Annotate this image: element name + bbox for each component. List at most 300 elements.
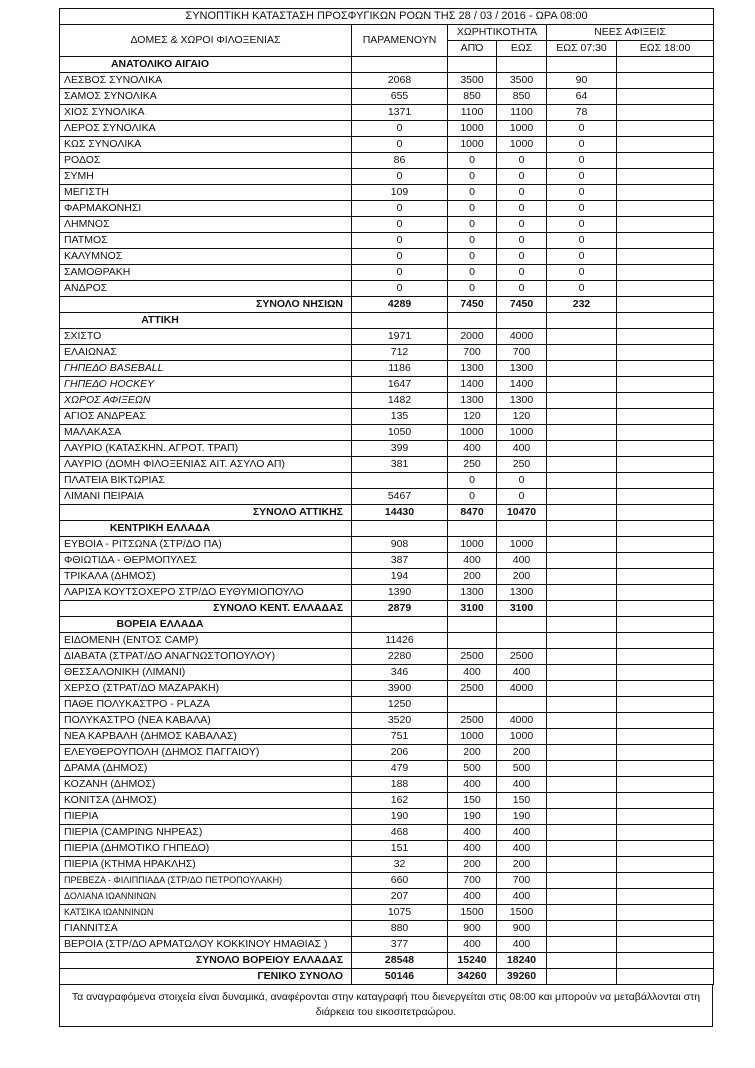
facility-name: ΚΑΤΣΙΚΑ ΙΩΑΝΝΙΝΩΝ — [60, 905, 352, 921]
table-row — [60, 633, 714, 649]
remaining-cell — [352, 617, 448, 633]
table-row — [60, 329, 714, 345]
total-row — [60, 969, 714, 985]
capacity-to-cell: 0 — [497, 169, 547, 185]
remaining-cell: 2280 — [352, 649, 448, 665]
capacity-to-cell — [497, 313, 547, 329]
remaining-cell: 86 — [352, 153, 448, 169]
table-row — [60, 585, 714, 601]
table-row — [60, 393, 714, 409]
facility-name: ΔΡΑΜΑ (ΔΗΜΟΣ) — [60, 761, 352, 777]
capacity-to-cell: 400 — [497, 441, 547, 457]
table-row — [60, 281, 714, 297]
remaining-cell: 908 — [352, 537, 448, 553]
remaining-cell: 14430 — [352, 505, 448, 521]
arrivals-1800-cell — [617, 249, 714, 265]
arrivals-1800-cell — [617, 665, 714, 681]
capacity-from-cell: 400 — [448, 825, 497, 841]
arrivals-0730-cell — [547, 761, 617, 777]
total-row — [60, 297, 714, 313]
table-row — [60, 745, 714, 761]
facility-name: ΣΥΝΟΛΟ ΝΗΣΙΩΝ — [60, 297, 352, 313]
remaining-cell: 2068 — [352, 73, 448, 89]
remaining-cell: 4289 — [352, 297, 448, 313]
arrivals-0730-cell — [547, 521, 617, 537]
remaining-cell: 206 — [352, 745, 448, 761]
table-row — [60, 377, 714, 393]
facility-name: ΚΟΝΙΤΣΑ (ΔΗΜΟΣ) — [60, 793, 352, 809]
arrivals-0730-cell: 0 — [547, 233, 617, 249]
arrivals-0730-cell — [547, 489, 617, 505]
capacity-to-cell: 1300 — [497, 585, 547, 601]
table-row — [60, 473, 714, 489]
capacity-to-cell: 200 — [497, 857, 547, 873]
arrivals-1800-cell — [617, 313, 714, 329]
arrivals-1800-cell — [617, 73, 714, 89]
capacity-to-cell: 1300 — [497, 361, 547, 377]
arrivals-1800-cell — [617, 809, 714, 825]
table-row — [60, 729, 714, 745]
capacity-to-cell: 850 — [497, 89, 547, 105]
arrivals-0730-cell — [547, 969, 617, 985]
arrivals-1800-cell — [617, 393, 714, 409]
capacity-from-cell: 400 — [448, 665, 497, 681]
remaining-cell: 387 — [352, 553, 448, 569]
total-row — [60, 601, 714, 617]
facility-name: ΒΕΡΟΙΑ (ΣΤΡ/ΔΟ ΑΡΜΑΤΩΛΟΥ ΚΟΚΚΙΝΟΥ ΗΜΑΘΙΑΣ ) — [60, 937, 352, 953]
arrivals-1800-cell — [617, 505, 714, 521]
arrivals-1800-cell — [617, 745, 714, 761]
facility-name — [60, 521, 352, 537]
table-row — [60, 713, 714, 729]
facility-name: ΔΟΛΙΑΝΑ ΙΩΑΝΝΙΝΩΝ — [60, 889, 352, 905]
capacity-from-cell: 0 — [448, 489, 497, 505]
arrivals-1800-cell — [617, 953, 714, 969]
capacity-from-cell: 0 — [448, 233, 497, 249]
remaining-cell: 0 — [352, 217, 448, 233]
arrivals-0730-cell — [547, 937, 617, 953]
remaining-cell: 11426 — [352, 633, 448, 649]
table-row — [60, 825, 714, 841]
arrivals-0730-cell — [547, 649, 617, 665]
capacity-from-cell: 2500 — [448, 713, 497, 729]
table-row — [60, 153, 714, 169]
capacity-from-cell: 500 — [448, 761, 497, 777]
capacity-to-cell: 1000 — [497, 537, 547, 553]
footer-note: Τα αναγραφόμενα στοιχεία είναι δυναμικά, αναφέρονται στην καταγραφή που διενεργείται στις 08:00 και μπορούν να μεταβάλλονται στη διάρκεια του εικοσιτετραώρου. — [59, 985, 713, 1027]
table-row — [60, 777, 714, 793]
table-row — [60, 761, 714, 777]
capacity-to-cell: 39260 — [497, 969, 547, 985]
remaining-cell: 109 — [352, 185, 448, 201]
capacity-to-cell: 400 — [497, 841, 547, 857]
remaining-cell: 0 — [352, 137, 448, 153]
arrivals-1800-cell — [617, 569, 714, 585]
arrivals-0730-cell: 0 — [547, 169, 617, 185]
remaining-cell: 207 — [352, 889, 448, 905]
capacity-from-cell — [448, 633, 497, 649]
capacity-from-cell: 1300 — [448, 361, 497, 377]
capacity-from-cell: 0 — [448, 185, 497, 201]
arrivals-0730-cell — [547, 793, 617, 809]
capacity-to-cell: 4000 — [497, 329, 547, 345]
remaining-cell: 32 — [352, 857, 448, 873]
capacity-to-cell: 0 — [497, 153, 547, 169]
remaining-cell: 162 — [352, 793, 448, 809]
capacity-to-cell: 1000 — [497, 425, 547, 441]
facility-name: ΓΙΑΝΝΙΤΣΑ — [60, 921, 352, 937]
capacity-to-cell: 190 — [497, 809, 547, 825]
arrivals-0730-cell — [547, 825, 617, 841]
facility-name: ΓΗΠΕΔΟ HOCKEY — [60, 377, 352, 393]
table-row — [60, 233, 714, 249]
remaining-cell: 1647 — [352, 377, 448, 393]
section-header-row — [60, 617, 714, 633]
capacity-from-cell: 1400 — [448, 377, 497, 393]
table-row — [60, 185, 714, 201]
capacity-from-cell — [448, 313, 497, 329]
arrivals-1800-cell — [617, 233, 714, 249]
facility-name: ΠΡΕΒΕΖΑ - ΦΙΛΙΠΠΙΑΔΑ (ΣΤΡ/ΔΟ ΠΕΤΡΟΠΟΥΛΑΚΗ) — [60, 873, 352, 889]
facility-name: ΛΑΥΡΙΟ (ΚΑΤΑΣΚΗΝ. ΑΓΡΟΤ. ΤΡΑΠ) — [60, 441, 352, 457]
arrivals-1800-cell — [617, 169, 714, 185]
arrivals-1800-cell — [617, 377, 714, 393]
capacity-to-cell: 3500 — [497, 73, 547, 89]
capacity-from-cell: 0 — [448, 217, 497, 233]
remaining-cell: 712 — [352, 345, 448, 361]
remaining-cell: 346 — [352, 665, 448, 681]
arrivals-1800-cell — [617, 777, 714, 793]
arrivals-0730-cell: 0 — [547, 265, 617, 281]
arrivals-1800-cell — [617, 553, 714, 569]
arrivals-1800-cell — [617, 153, 714, 169]
facility-name: ΝΕΑ ΚΑΡΒΑΛΗ (ΔΗΜΟΣ ΚΑΒΑΛΑΣ) — [60, 729, 352, 745]
arrivals-0730-cell — [547, 633, 617, 649]
arrivals-1800-cell — [617, 281, 714, 297]
header-capacity-from: ΑΠΌ — [448, 41, 497, 57]
table-row — [60, 857, 714, 873]
arrivals-1800-cell — [617, 921, 714, 937]
facility-name: ΠΛΑΤΕΙΑ ΒΙΚΤΩΡΙΑΣ — [60, 473, 352, 489]
facility-name: ΣΥΝΟΛΟ ΚΕΝΤ. ΕΛΛΑΔΑΣ — [60, 601, 352, 617]
arrivals-1800-cell — [617, 825, 714, 841]
arrivals-0730-cell — [547, 873, 617, 889]
arrivals-1800-cell — [617, 905, 714, 921]
table-row — [60, 345, 714, 361]
remaining-cell — [352, 473, 448, 489]
capacity-from-cell: 0 — [448, 473, 497, 489]
arrivals-1800-cell — [617, 361, 714, 377]
table-row — [60, 665, 714, 681]
remaining-cell: 399 — [352, 441, 448, 457]
facility-name: ΜΑΛΑΚΑΣΑ — [60, 425, 352, 441]
facility-name: ΛΑΡΙΣΑ ΚΟΥΤΣΟΧΕΡΟ ΣΤΡ/ΔΟ ΕΥΘΥΜΙΟΠΟΥΛΟ — [60, 585, 352, 601]
table-row — [60, 409, 714, 425]
facility-name: ΕΙΔΟΜΕΝΗ (ΕΝΤΟΣ CAMP) — [60, 633, 352, 649]
arrivals-1800-cell — [617, 345, 714, 361]
arrivals-1800-cell — [617, 873, 714, 889]
capacity-from-cell — [448, 617, 497, 633]
capacity-from-cell — [448, 697, 497, 713]
facility-name: ΚΩΣ ΣΥΝΟΛΙΚΑ — [60, 137, 352, 153]
capacity-from-cell: 2500 — [448, 649, 497, 665]
capacity-to-cell — [497, 57, 547, 73]
table-row — [60, 937, 714, 953]
capacity-to-cell: 0 — [497, 185, 547, 201]
facility-name: ΤΡΙΚΑΛΑ (ΔΗΜΟΣ) — [60, 569, 352, 585]
capacity-from-cell: 400 — [448, 441, 497, 457]
refugee-flows-report — [59, 8, 713, 1027]
facility-name: ΓΕΝΙΚΟ ΣΥΝΟΛΟ — [60, 969, 352, 985]
table-row — [60, 441, 714, 457]
capacity-to-cell: 200 — [497, 745, 547, 761]
table-row — [60, 121, 714, 137]
capacity-to-cell: 400 — [497, 553, 547, 569]
arrivals-1800-cell — [617, 649, 714, 665]
capacity-to-cell: 0 — [497, 249, 547, 265]
capacity-to-cell: 500 — [497, 761, 547, 777]
capacity-to-cell — [497, 633, 547, 649]
capacity-from-cell: 8470 — [448, 505, 497, 521]
remaining-cell: 28548 — [352, 953, 448, 969]
arrivals-1800-cell — [617, 409, 714, 425]
remaining-cell: 3900 — [352, 681, 448, 697]
arrivals-0730-cell — [547, 953, 617, 969]
capacity-to-cell: 18240 — [497, 953, 547, 969]
facility-name: ΛΕΣΒΟΣ ΣΥΝΟΛΙΚΑ — [60, 73, 352, 89]
remaining-cell — [352, 521, 448, 537]
table-row — [60, 105, 714, 121]
arrivals-1800-cell — [617, 841, 714, 857]
facility-name: ΧΩΡΟΣ ΑΦΙΞΕΩΝ — [60, 393, 352, 409]
capacity-from-cell: 1000 — [448, 729, 497, 745]
remaining-cell: 1482 — [352, 393, 448, 409]
facility-name: ΣΥΜΗ — [60, 169, 352, 185]
arrivals-0730-cell — [547, 777, 617, 793]
remaining-cell: 1075 — [352, 905, 448, 921]
capacity-to-cell: 120 — [497, 409, 547, 425]
arrivals-1800-cell — [617, 89, 714, 105]
capacity-to-cell: 0 — [497, 281, 547, 297]
arrivals-1800-cell — [617, 217, 714, 233]
capacity-from-cell: 400 — [448, 777, 497, 793]
arrivals-1800-cell — [617, 969, 714, 985]
arrivals-0730-cell: 0 — [547, 185, 617, 201]
capacity-from-cell: 400 — [448, 841, 497, 857]
arrivals-0730-cell — [547, 921, 617, 937]
section-title: ΒΟΡΕΙΑ ΕΛΛΑΔΑ — [116, 618, 204, 630]
remaining-cell: 5467 — [352, 489, 448, 505]
table-row — [60, 681, 714, 697]
facility-name: ΡΟΔΟΣ — [60, 153, 352, 169]
arrivals-0730-cell — [547, 857, 617, 873]
arrivals-1800-cell — [617, 681, 714, 697]
capacity-to-cell: 0 — [497, 217, 547, 233]
capacity-from-cell: 200 — [448, 857, 497, 873]
facility-name — [60, 313, 352, 329]
remaining-cell: 1971 — [352, 329, 448, 345]
arrivals-0730-cell — [547, 809, 617, 825]
table-body — [60, 57, 714, 985]
capacity-to-cell: 0 — [497, 201, 547, 217]
table-row — [60, 489, 714, 505]
capacity-from-cell: 3500 — [448, 73, 497, 89]
header-remaining: ΠΑΡΑΜΕΝΟΥΝ — [352, 25, 448, 57]
table-row — [60, 793, 714, 809]
remaining-cell: 135 — [352, 409, 448, 425]
arrivals-1800-cell — [617, 761, 714, 777]
facility-name: ΛΙΜΑΝΙ ΠΕΙΡΑΙΑ — [60, 489, 352, 505]
table-row — [60, 921, 714, 937]
facility-name: ΠΑΘΕ ΠΟΛΥΚΑΣΤΡΟ - PLAZA — [60, 697, 352, 713]
facility-name: ΠΙΕΡΙΑ — [60, 809, 352, 825]
table-row — [60, 697, 714, 713]
remaining-cell: 0 — [352, 121, 448, 137]
table-row — [60, 249, 714, 265]
capacity-from-cell: 3100 — [448, 601, 497, 617]
header-until-1800: ΕΩΣ 18:00 — [617, 41, 714, 57]
header-new-arrivals: ΝΕΕΣ ΑΦΙΞΕΙΣ — [547, 25, 714, 41]
facility-name: ΕΛΕΥΘΕΡΟΥΠΟΛΗ (ΔΗΜΟΣ ΠΑΓΓΑΙΟΥ) — [60, 745, 352, 761]
capacity-to-cell: 10470 — [497, 505, 547, 521]
remaining-cell: 655 — [352, 89, 448, 105]
capacity-to-cell: 150 — [497, 793, 547, 809]
arrivals-1800-cell — [617, 713, 714, 729]
table-row — [60, 217, 714, 233]
capacity-from-cell: 1100 — [448, 105, 497, 121]
capacity-to-cell: 4000 — [497, 681, 547, 697]
table-row — [60, 265, 714, 281]
capacity-from-cell: 1300 — [448, 585, 497, 601]
facility-name: ΠΙΕΡΙΑ (ΚΤΗΜΑ ΗΡΑΚΛΗΣ) — [60, 857, 352, 873]
facility-name: ΔΙΑΒΑΤΑ (ΣΤΡΑΤ/ΔΟ ΑΝΑΓΝΩΣΤΟΠΟΥΛΟΥ) — [60, 649, 352, 665]
section-title: ΑΤΤΙΚΗ — [141, 314, 179, 326]
capacity-from-cell: 200 — [448, 745, 497, 761]
arrivals-0730-cell — [547, 329, 617, 345]
capacity-from-cell: 0 — [448, 281, 497, 297]
remaining-cell: 0 — [352, 281, 448, 297]
remaining-cell: 381 — [352, 457, 448, 473]
capacity-from-cell: 1000 — [448, 121, 497, 137]
title-row — [60, 9, 714, 25]
facility-name: ΣΥΝΟΛΟ ΑΤΤΙΚΗΣ — [60, 505, 352, 521]
remaining-cell: 190 — [352, 809, 448, 825]
capacity-to-cell: 0 — [497, 489, 547, 505]
arrivals-0730-cell: 78 — [547, 105, 617, 121]
table-row — [60, 361, 714, 377]
capacity-from-cell — [448, 57, 497, 73]
facility-name: ΦΘΙΩΤΙΔΑ - ΘΕΡΜΟΠΥΛΕΣ — [60, 553, 352, 569]
capacity-to-cell: 4000 — [497, 713, 547, 729]
capacity-from-cell: 0 — [448, 201, 497, 217]
arrivals-0730-cell — [547, 889, 617, 905]
remaining-cell: 479 — [352, 761, 448, 777]
facility-name: ΕΛΑΙΩΝΑΣ — [60, 345, 352, 361]
total-row — [60, 505, 714, 521]
remaining-cell: 660 — [352, 873, 448, 889]
arrivals-1800-cell — [617, 601, 714, 617]
arrivals-1800-cell — [617, 473, 714, 489]
remaining-cell: 50146 — [352, 969, 448, 985]
arrivals-0730-cell — [547, 665, 617, 681]
capacity-to-cell: 400 — [497, 937, 547, 953]
facility-name: ΠΑΤΜΟΣ — [60, 233, 352, 249]
remaining-cell: 2879 — [352, 601, 448, 617]
arrivals-0730-cell — [547, 505, 617, 521]
table-row — [60, 73, 714, 89]
capacity-from-cell — [448, 521, 497, 537]
capacity-from-cell: 700 — [448, 873, 497, 889]
capacity-to-cell: 3100 — [497, 601, 547, 617]
arrivals-0730-cell: 0 — [547, 217, 617, 233]
arrivals-0730-cell: 0 — [547, 281, 617, 297]
capacity-to-cell — [497, 617, 547, 633]
capacity-from-cell: 200 — [448, 569, 497, 585]
capacity-from-cell: 0 — [448, 265, 497, 281]
section-header-row — [60, 313, 714, 329]
arrivals-1800-cell — [617, 425, 714, 441]
total-row — [60, 953, 714, 969]
facility-name: ΑΓΙΟΣ ΑΝΔΡΕΑΣ — [60, 409, 352, 425]
arrivals-0730-cell: 0 — [547, 153, 617, 169]
arrivals-0730-cell: 64 — [547, 89, 617, 105]
report-title: ΣΥΝΟΠΤΙΚΗ ΚΑΤΑΣΤΑΣΗ ΠΡΟΣΦΥΓΙΚΩΝ ΡΟΩΝ ΤΗΣ 28 / 03 / 2016 - ΩΡΑ 08:00 — [60, 9, 714, 25]
facility-name: ΘΕΣΣΑΛΟΝΙΚΗ (ΛΙΜΑΝΙ) — [60, 665, 352, 681]
facility-name: ΦΑΡΜΑΚΟΝΗΣΙ — [60, 201, 352, 217]
arrivals-0730-cell — [547, 537, 617, 553]
capacity-from-cell: 850 — [448, 89, 497, 105]
remaining-cell: 0 — [352, 201, 448, 217]
table-row — [60, 537, 714, 553]
facility-name: ΚΑΛΥΜΝΟΣ — [60, 249, 352, 265]
arrivals-1800-cell — [617, 57, 714, 73]
capacity-to-cell: 1000 — [497, 121, 547, 137]
capacity-to-cell: 400 — [497, 825, 547, 841]
arrivals-0730-cell — [547, 553, 617, 569]
capacity-to-cell: 1500 — [497, 905, 547, 921]
capacity-to-cell: 1100 — [497, 105, 547, 121]
table-row — [60, 169, 714, 185]
facility-name: ΜΕΓΙΣΤΗ — [60, 185, 352, 201]
capacity-to-cell — [497, 521, 547, 537]
facility-name: ΠΙΕΡΙΑ (ΔΗΜΟΤΙΚΟ ΓΗΠΕΔΟ) — [60, 841, 352, 857]
arrivals-0730-cell — [547, 425, 617, 441]
arrivals-0730-cell — [547, 457, 617, 473]
capacity-from-cell: 2500 — [448, 681, 497, 697]
table-row — [60, 569, 714, 585]
remaining-cell: 151 — [352, 841, 448, 857]
capacity-from-cell: 1300 — [448, 393, 497, 409]
arrivals-1800-cell — [617, 137, 714, 153]
arrivals-1800-cell — [617, 857, 714, 873]
capacity-to-cell: 250 — [497, 457, 547, 473]
remaining-cell: 0 — [352, 249, 448, 265]
arrivals-0730-cell — [547, 377, 617, 393]
facility-name — [60, 57, 352, 73]
remaining-cell: 1371 — [352, 105, 448, 121]
capacity-to-cell: 7450 — [497, 297, 547, 313]
facility-name: ΚΟΖΑΝΗ (ΔΗΜΟΣ) — [60, 777, 352, 793]
arrivals-0730-cell — [547, 745, 617, 761]
section-header-row — [60, 521, 714, 537]
capacity-to-cell: 700 — [497, 873, 547, 889]
arrivals-0730-cell: 0 — [547, 137, 617, 153]
remaining-cell: 188 — [352, 777, 448, 793]
capacity-from-cell: 1000 — [448, 137, 497, 153]
header-capacity: ΧΩΡΗΤΙΚΟΤΗΤΑ — [448, 25, 547, 41]
capacity-to-cell: 400 — [497, 889, 547, 905]
arrivals-1800-cell — [617, 457, 714, 473]
